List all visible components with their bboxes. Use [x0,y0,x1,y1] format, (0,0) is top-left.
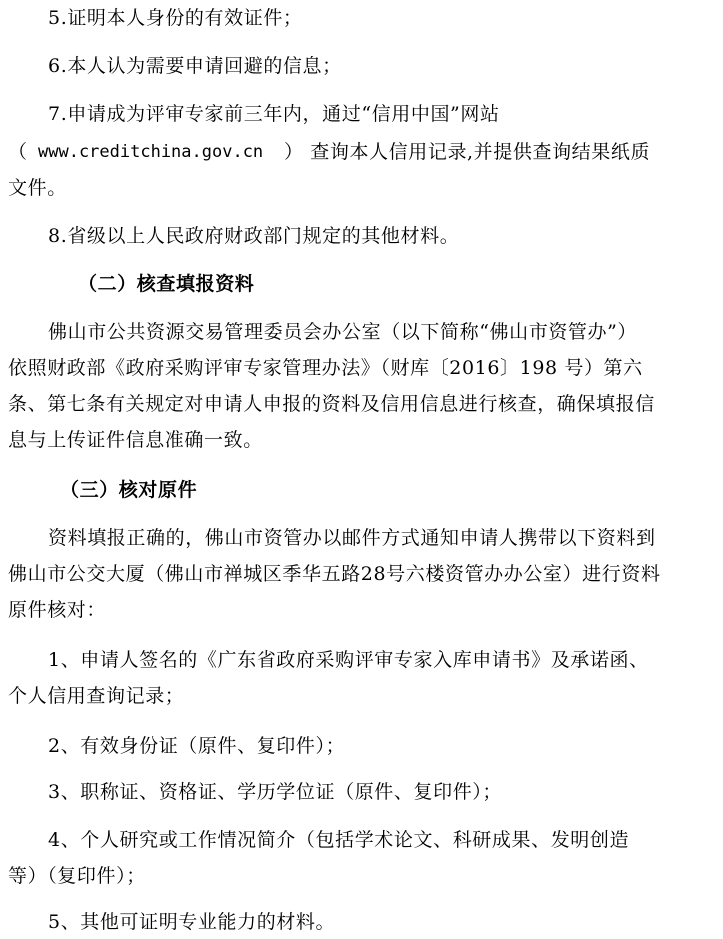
item-5-text: 5.证明本人身份的有效证件； [48,7,303,29]
item-7-continuation: ） 查询本人信用记录,并提供查询结果纸质 [284,141,651,163]
section-heading-2: （二）核查填报资料 [78,273,255,295]
section-2-para-line-4: 息与上传证件信息准确一致。 [8,429,263,451]
item-7-end: 文件。 [8,177,67,199]
list-item-2: 2、有效身份证（原件、复印件）； [48,735,346,757]
item-7-url: www.creditchina.gov.cn [38,142,264,162]
section-3-para-line-2: 佛山市公交大厦（佛山市禅城区季华五路28号六楼资管办办公室）进行资料 [8,563,661,585]
section-3-para-line-3: 原件核对： [8,599,107,621]
list-item-4-line-2: 等）（复印件）； [8,865,146,887]
list-item-1-line-2: 个人信用查询记录； [8,685,185,707]
section-2-para-line-2: 依照财政部《政府采购评审专家管理办法》（财库〔2016〕198 号）第六 [8,357,643,379]
list-item-5: 5、其他可证明专业能力的材料。 [48,911,336,933]
list-item-1-line-1: 1、申请人签名的《广东省政府采购评审专家入库申请书》及承诺函、 [48,649,649,671]
item-8-text: 8.省级以上人民政府财政部门规定的其他材料。 [48,225,460,247]
item-6-text: 6.本人认为需要申请回避的信息； [48,55,342,77]
section-2-para-line-1: 佛山市公共资源交易管理委员会办公室（以下简称“佛山市资管办”） [48,321,638,343]
list-item-4-line-1: 4、个人研究或工作情况简介（包括学术论文、科研成果、发明创造 [48,829,630,851]
list-item-3: 3、职称证、资格证、学历学位证（原件、复印件）； [48,781,502,803]
section-heading-3: （三）核对原件 [60,479,198,501]
section-2-para-line-3: 条、第七条有关规定对申请人申报的资料及信用信息进行核查，确保填报信 [8,393,655,415]
item-7-paren-open: （ [8,141,28,163]
section-3-para-line-1: 资料填报正确的，佛山市资管办以邮件方式通知申请人携带以下资料到 [48,527,656,549]
item-7-text: 7.申请成为评审专家前三年内，通过“信用中国”网站 [48,103,500,125]
